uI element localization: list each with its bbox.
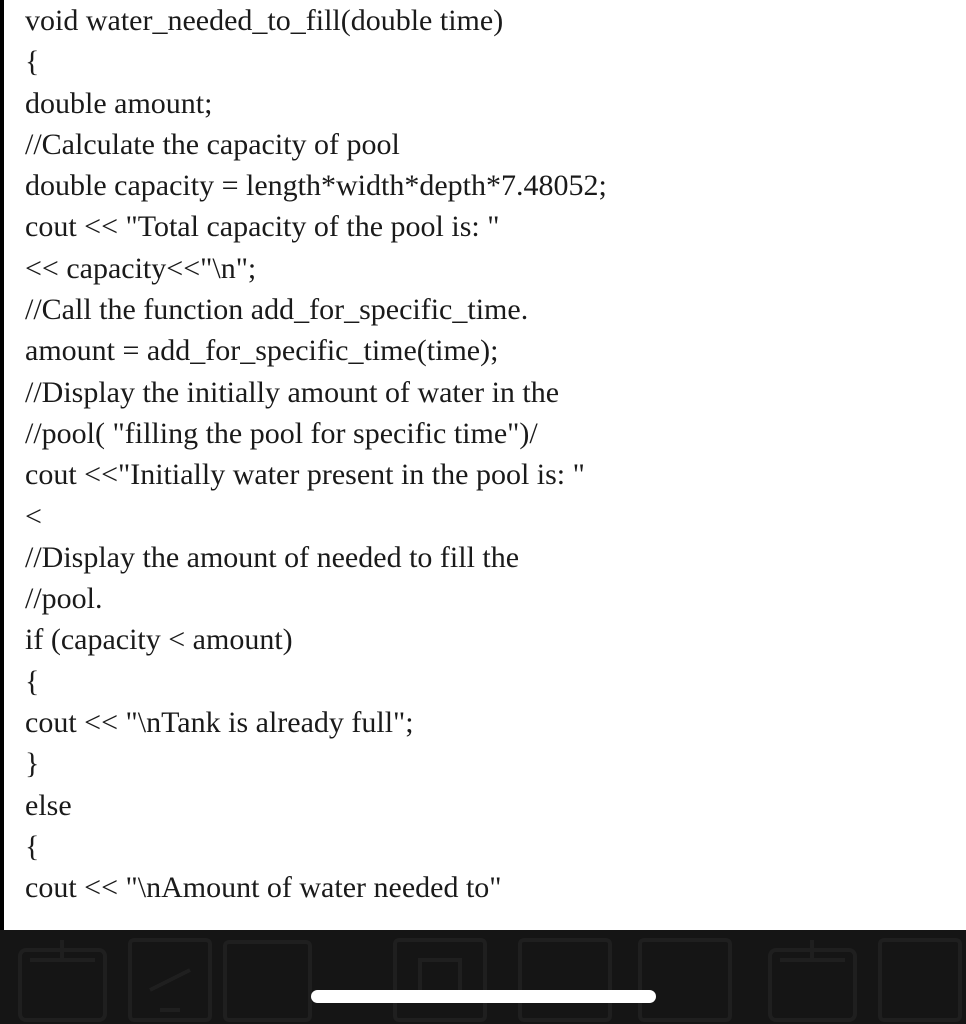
code-line-14: //Display the amount of needed to fill the bbox=[25, 540, 520, 574]
bottom-bar bbox=[0, 930, 966, 1024]
bottom-bar-background-art bbox=[0, 930, 966, 1024]
code-line-19: } bbox=[25, 747, 40, 781]
code-line-18: cout << "\nTank is already full"; bbox=[25, 706, 414, 740]
code-line-6: cout << "Total capacity of the pool is: " bbox=[25, 210, 500, 244]
code-line-15: //pool. bbox=[25, 582, 103, 616]
code-line-2: { bbox=[25, 45, 40, 79]
code-line-13: < bbox=[25, 499, 42, 533]
code-line-16: if (capacity < amount) bbox=[25, 623, 293, 657]
code-line-11: //pool( "filling the pool for specific time")/ bbox=[25, 416, 538, 450]
code-line-20: else bbox=[25, 788, 72, 822]
code-line-10: //Display the initially amount of water in the bbox=[25, 375, 560, 409]
code-line-21: { bbox=[25, 829, 40, 863]
home-indicator[interactable] bbox=[311, 990, 656, 1003]
code-line-9: amount = add_for_specific_time(time); bbox=[25, 334, 499, 368]
code-line-3: double amount; bbox=[25, 86, 213, 120]
code-line-1: void water_needed_to_fill(double time) bbox=[25, 4, 504, 37]
code-line-12: cout <<"Initially water present in the pool is: " bbox=[25, 458, 585, 492]
code-line-5: double capacity = length*width*depth*7.48052; bbox=[25, 169, 607, 203]
code-line-8: //Call the function add_for_specific_time. bbox=[25, 293, 529, 327]
code-lines bbox=[25, 0, 607, 909]
code-line-17: { bbox=[25, 664, 40, 698]
code-line-7: << capacity<<"\n"; bbox=[25, 251, 257, 285]
code-line-22: cout << "\nAmount of water needed to" bbox=[25, 871, 502, 905]
code-document bbox=[4, 0, 966, 930]
code-line-4: //Calculate the capacity of pool bbox=[25, 127, 400, 161]
